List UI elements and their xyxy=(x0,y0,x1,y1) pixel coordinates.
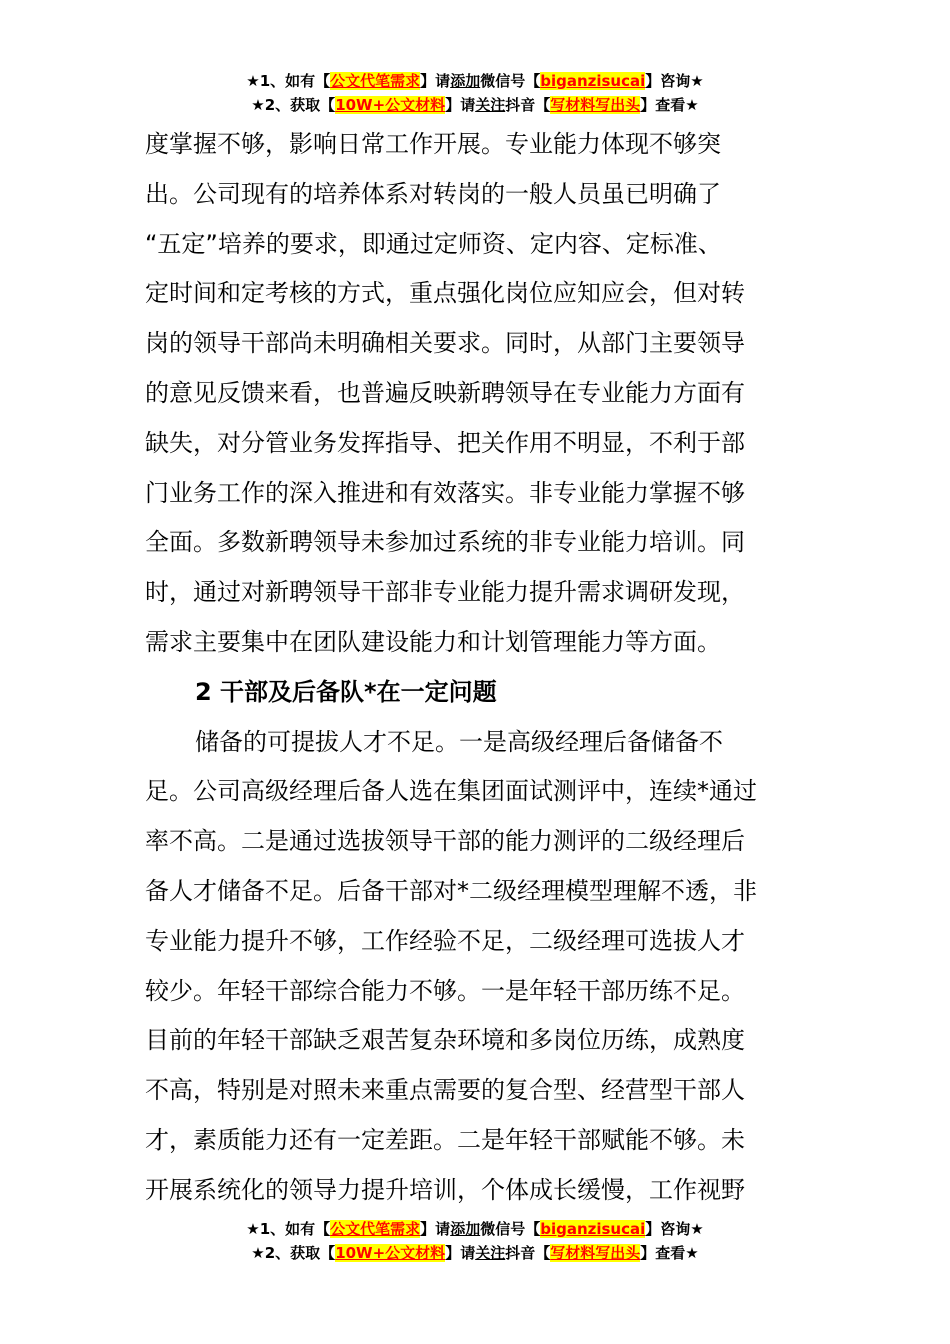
paragraph-line: 才，素质能力还有一定差距。二是年轻干部赋能不够。未 xyxy=(145,1125,745,1154)
paragraph-line: 不高，特别是对照未来重点需要的复合型、经营型干部人 xyxy=(145,1076,745,1105)
wechat-id: biganzisucai xyxy=(540,72,646,90)
document-body xyxy=(145,120,810,1216)
paragraph-line: 足。公司高级经理后备人选在集团面试测评中，连续*通过 xyxy=(145,777,757,806)
paragraph-line: 出。公司现有的培养体系对转岗的一般人员虽已明确了 xyxy=(145,179,721,208)
paragraph-line: 岗的领导干部尚未明确相关要求。同时，从部门主要领导 xyxy=(145,329,745,358)
bottom-banner xyxy=(0,1218,950,1266)
douyin-account: 写材料写出头 xyxy=(550,96,641,114)
top-banner xyxy=(0,70,950,118)
paragraph-line: 储备的可提拔人才不足。一是高级经理后备储备不 xyxy=(195,727,723,756)
banner-highlight: 10W+公文材料 xyxy=(335,1244,446,1262)
section-heading: 2 干部及后备队*在一定问题 xyxy=(195,677,497,706)
douyin-account: 写材料写出头 xyxy=(550,1244,641,1262)
banner-line-1: ★1、如有【公文代笔需求】请添加微信号【biganzisucai】咨询★ xyxy=(246,72,704,90)
paragraph-line: “五定”培养的要求，即通过定师资、定内容、定标准、 xyxy=(145,229,722,258)
paragraph-line: 专业能力提升不够，工作经验不足，二级经理可选拔人才 xyxy=(145,926,745,955)
banner-highlight: 公文代笔需求 xyxy=(330,1220,421,1238)
paragraph-line: 需求主要集中在团队建设能力和计划管理能力等方面。 xyxy=(145,627,721,656)
paragraph-line: 开展系统化的领导力提升培训，个体成长缓慢，工作视野 xyxy=(145,1175,745,1204)
paragraph-line: 率不高。二是通过选拔领导干部的能力测评的二级经理后 xyxy=(145,827,745,856)
paragraph-line: 门业务工作的深入推进和有效落实。非专业能力掌握不够 xyxy=(145,478,745,507)
paragraph-line: 较少。年轻干部综合能力不够。一是年轻干部历练不足。 xyxy=(145,976,745,1005)
paragraph-line: 备人才储备不足。后备干部对*二级经理模型理解不透，非 xyxy=(145,876,757,905)
banner-highlight: 公文代笔需求 xyxy=(330,72,421,90)
banner-line-2: ★2、获取【10W+公文材料】请关注抖音【写材料写出头】查看★ xyxy=(251,96,699,114)
paragraph-line: 目前的年轻干部缺乏艰苦复杂环境和多岗位历练，成熟度 xyxy=(145,1026,745,1055)
banner-line-1: ★1、如有【公文代笔需求】请添加微信号【biganzisucai】咨询★ xyxy=(246,1220,704,1238)
paragraph-line: 时，通过对新聘领导干部非专业能力提升需求调研发现， xyxy=(145,578,745,607)
paragraph-line: 全面。多数新聘领导未参加过系统的非专业能力培训。同 xyxy=(145,528,745,557)
paragraph-line: 的意见反馈来看，也普遍反映新聘领导在专业能力方面有 xyxy=(145,378,745,407)
wechat-id: biganzisucai xyxy=(540,1220,646,1238)
paragraph-line: 度掌握不够，影响日常工作开展。专业能力体现不够突 xyxy=(145,130,721,158)
banner-line-2: ★2、获取【10W+公文材料】请关注抖音【写材料写出头】查看★ xyxy=(251,1244,699,1262)
paragraph-line: 定时间和定考核的方式，重点强化岗位应知应会，但对转 xyxy=(145,279,745,308)
banner-highlight: 10W+公文材料 xyxy=(335,96,446,114)
paragraph-line: 缺失，对分管业务发挥指导、把关作用不明显，不利于部 xyxy=(145,428,745,457)
